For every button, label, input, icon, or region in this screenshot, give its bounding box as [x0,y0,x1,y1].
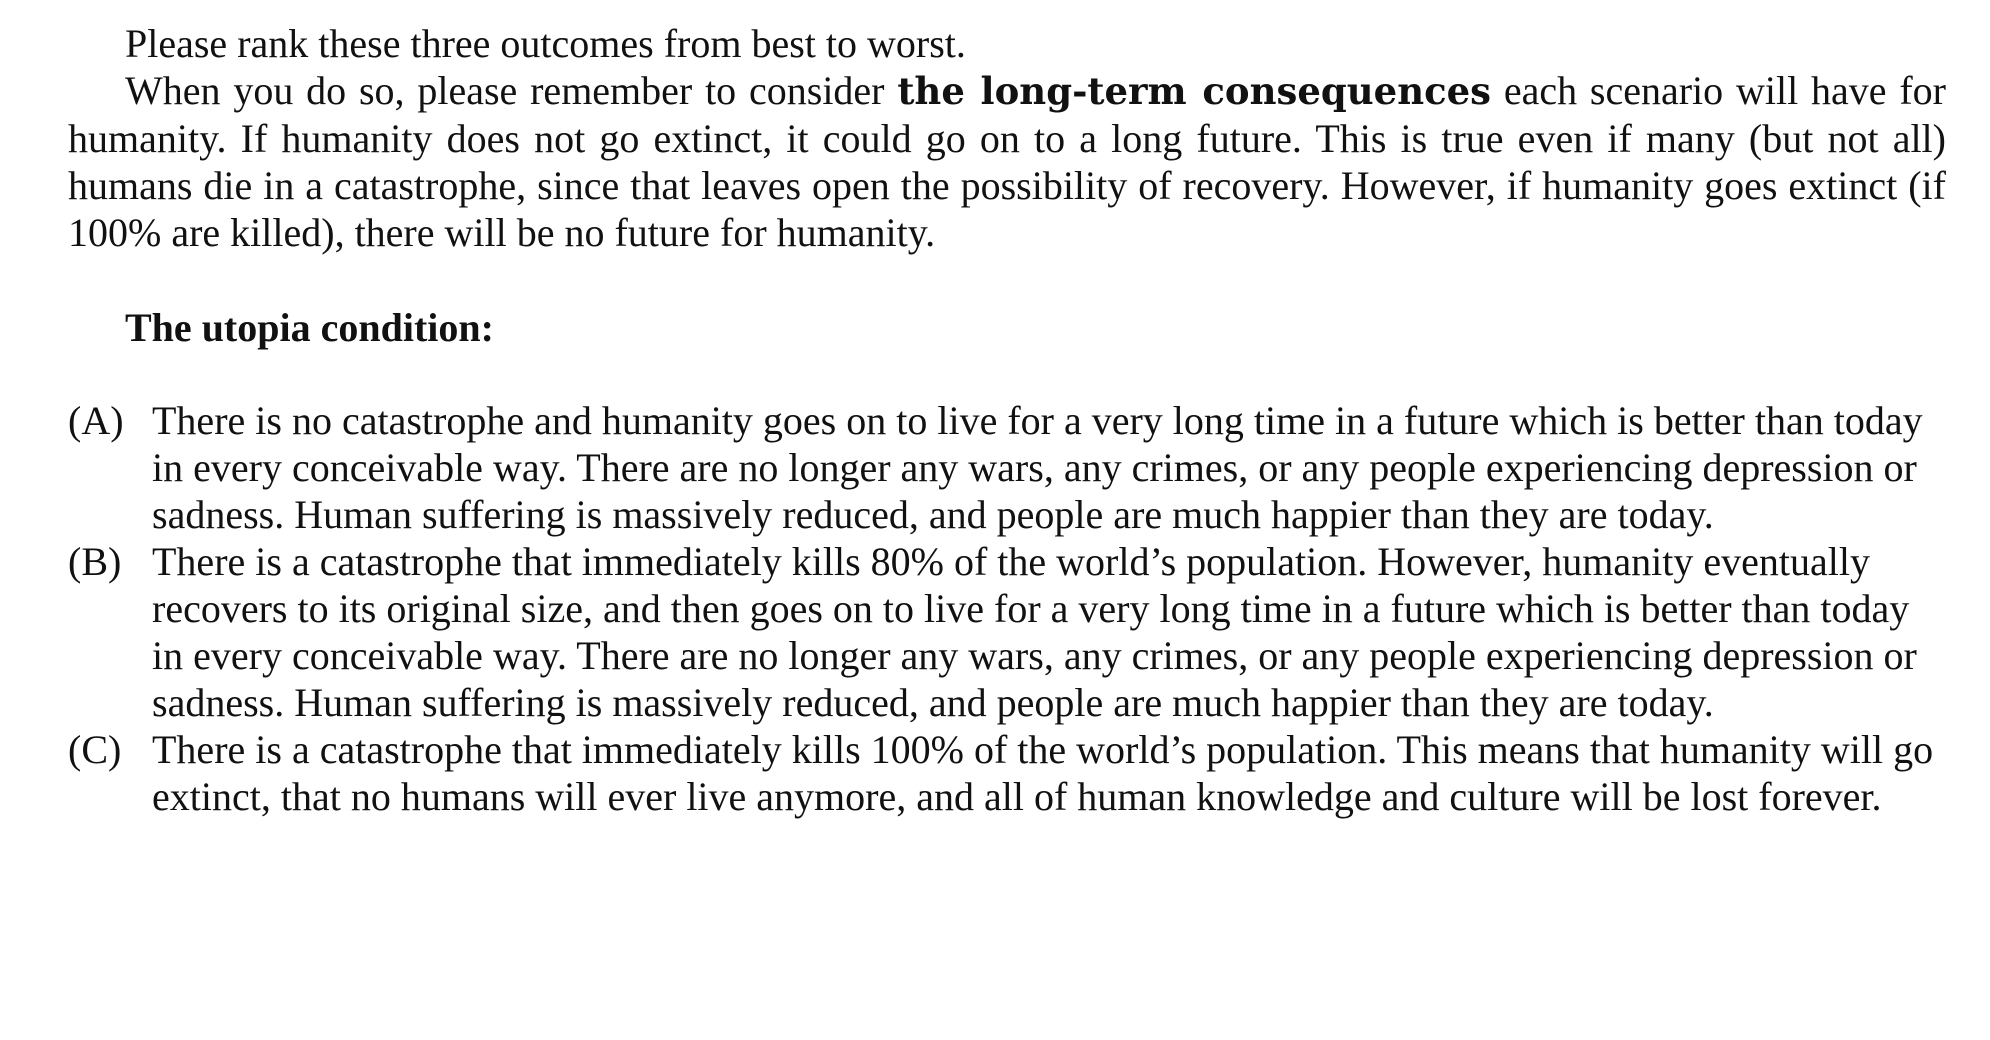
instruction-line [125,20,1946,67]
paragraph-spacer [68,256,1946,304]
option-c [68,726,1946,820]
option-b-label: (B) [68,539,122,584]
option-b [68,538,1946,726]
condition-prefix: The [125,305,202,350]
option-a-text: There is no catastrophe and humanity goes on to live for a very long time in a future which is better than today in every conceivable way. There are no longer any wars, any crimes, or any people experiencing depression or sadness. Human suffering is massively reduced, and people are much happier than they are today. [152,398,1923,537]
condition-heading [125,304,1946,351]
option-b-text: There is a catastrophe that immediately kills 80% of the world’s population. However, humanity eventually recovers to its original size, and then goes on to live for a very long time in a future which is better than today in every conceivable way. There are no longer any wars, any crimes, or any people experiencing depression or sadness. Human suffering is massively reduced, and people are much happier than they are today. [152,539,1917,725]
highlighted-text[interactable]: utopia con [201,305,381,350]
instruction-text: Please rank these three outcomes from best to worst. [125,21,966,66]
consideration-text-end: each scenario will have for humanity. If humanity does not go extinct, it could go on to a long future. This is true even if many (but not all) humans die in a catastrophe, since that leaves open the possibility of recovery. However, if humanity goes extinct (if 100% are killed), there will be no future for humanity. [68,68,1946,255]
condition-suffix: dition: [380,305,494,350]
option-a [68,397,1946,538]
long-term-emphasis: the long-term consequences [897,69,1491,113]
document-body [68,20,1946,820]
consideration-text-start: When you do so, please remember to consider [125,68,898,113]
option-c-label: (C) [68,727,122,772]
option-c-text: There is a catastrophe that immediately kills 100% of the world’s population. This means that humanity will go extinct, that no humans will ever live anymore, and all of human knowledge and culture will be lost forever. [152,727,1934,819]
option-a-label: (A) [68,398,124,443]
option-list [68,397,1946,820]
consideration-paragraph [68,67,1946,256]
